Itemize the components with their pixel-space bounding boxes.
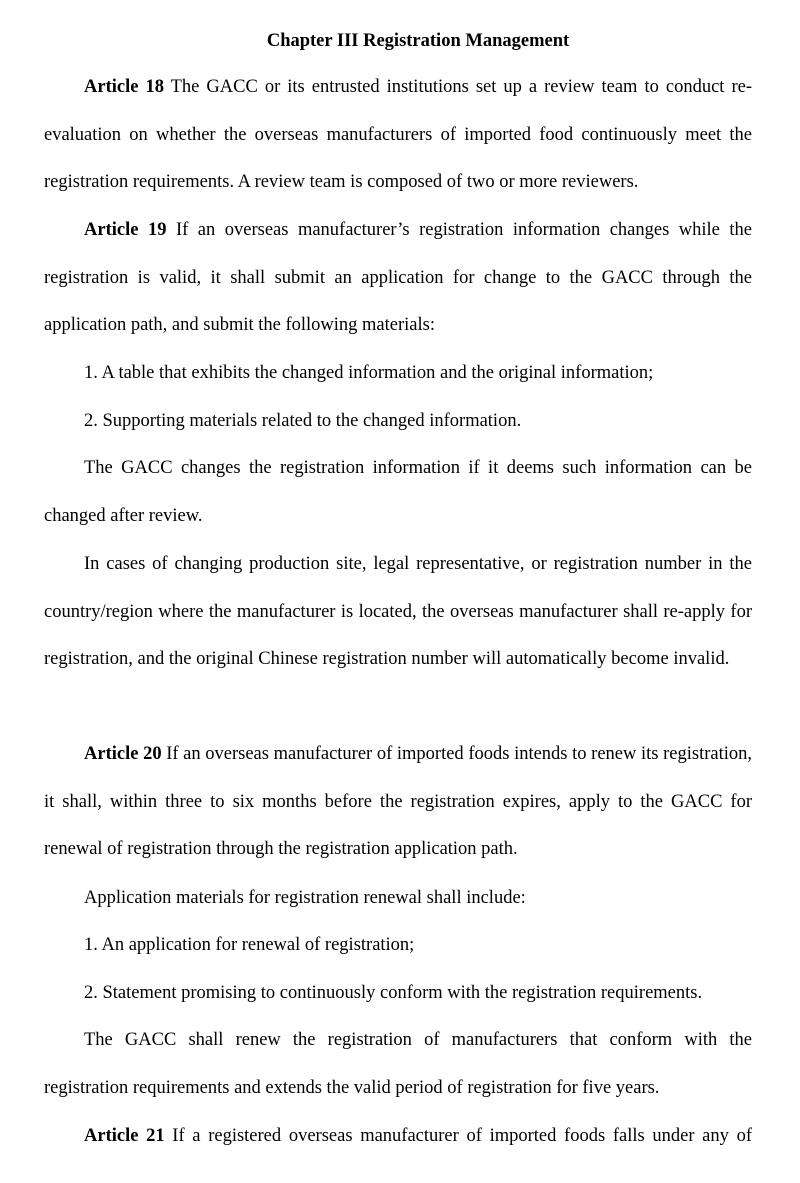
article-21-paragraph xyxy=(44,1113,752,1161)
paragraph-text: Application materials for registration renewal shall include: xyxy=(84,888,526,908)
paragraph-text: 1. A table that exhibits the changed information and the original information; xyxy=(84,363,654,383)
article-label: Article 21 xyxy=(84,1126,165,1146)
article-label: Article 19 xyxy=(84,220,167,240)
renewal-materials-paragraph xyxy=(44,875,752,923)
article-19-paragraph xyxy=(44,207,752,350)
renewal-decision-paragraph xyxy=(44,1017,752,1112)
list-item-renewal-application xyxy=(44,922,752,970)
article-label: Article 20 xyxy=(84,744,162,764)
paragraph-text: If an overseas manufacturer’s registration information changes while the registration is valid, it shall submit an application for change to the GACC through the application path, and submit the following materials: xyxy=(44,220,752,336)
paragraph-text: 2. Supporting materials related to the changed information. xyxy=(84,411,522,431)
change-review-paragraph xyxy=(44,445,752,540)
paragraph-text: The GACC or its entrusted institutions set up a review team to conduct re-evaluation on whether the overseas manufacturers of imported food continuously meet the registration requirements. A review team is composed of two or more reviewers. xyxy=(44,77,752,193)
paragraph-text: If a registered overseas manufacturer of imported foods falls under any of xyxy=(164,1126,752,1146)
paragraph-text: In cases of changing production site, legal representative, or registration number in the country/region where the manufacturer is located, the overseas manufacturer shall re-apply for registration, and the original Chinese registration number will automatically become invalid. xyxy=(44,554,752,670)
paragraph-text: 2. Statement promising to continuously conform with the registration requirements. xyxy=(84,983,703,1003)
reapply-paragraph xyxy=(44,541,752,684)
paragraph-text: If an overseas manufacturer of imported foods intends to renew its registration, it shall, within three to six months before the registration expires, apply to the GACC for renewal of registration through the registration application path. xyxy=(44,744,752,860)
paragraph-text: The GACC shall renew the registration of manufacturers that conform with the registration requirements and extends the valid period of registration for five years. xyxy=(44,1030,752,1098)
article-label: Article 18 xyxy=(84,77,164,97)
list-item-changed-info-table xyxy=(44,350,752,398)
paragraph-text: 1. An application for renewal of registration; xyxy=(84,935,415,955)
article-20-paragraph xyxy=(44,731,752,874)
list-item-conformity-statement xyxy=(44,970,752,1018)
chapter-title: Chapter III Registration Management xyxy=(266,31,570,51)
article-18-paragraph xyxy=(44,64,752,207)
list-item-supporting-materials xyxy=(44,398,752,446)
paragraph-text: The GACC changes the registration information if it deems such information can be changed after review. xyxy=(44,458,752,526)
